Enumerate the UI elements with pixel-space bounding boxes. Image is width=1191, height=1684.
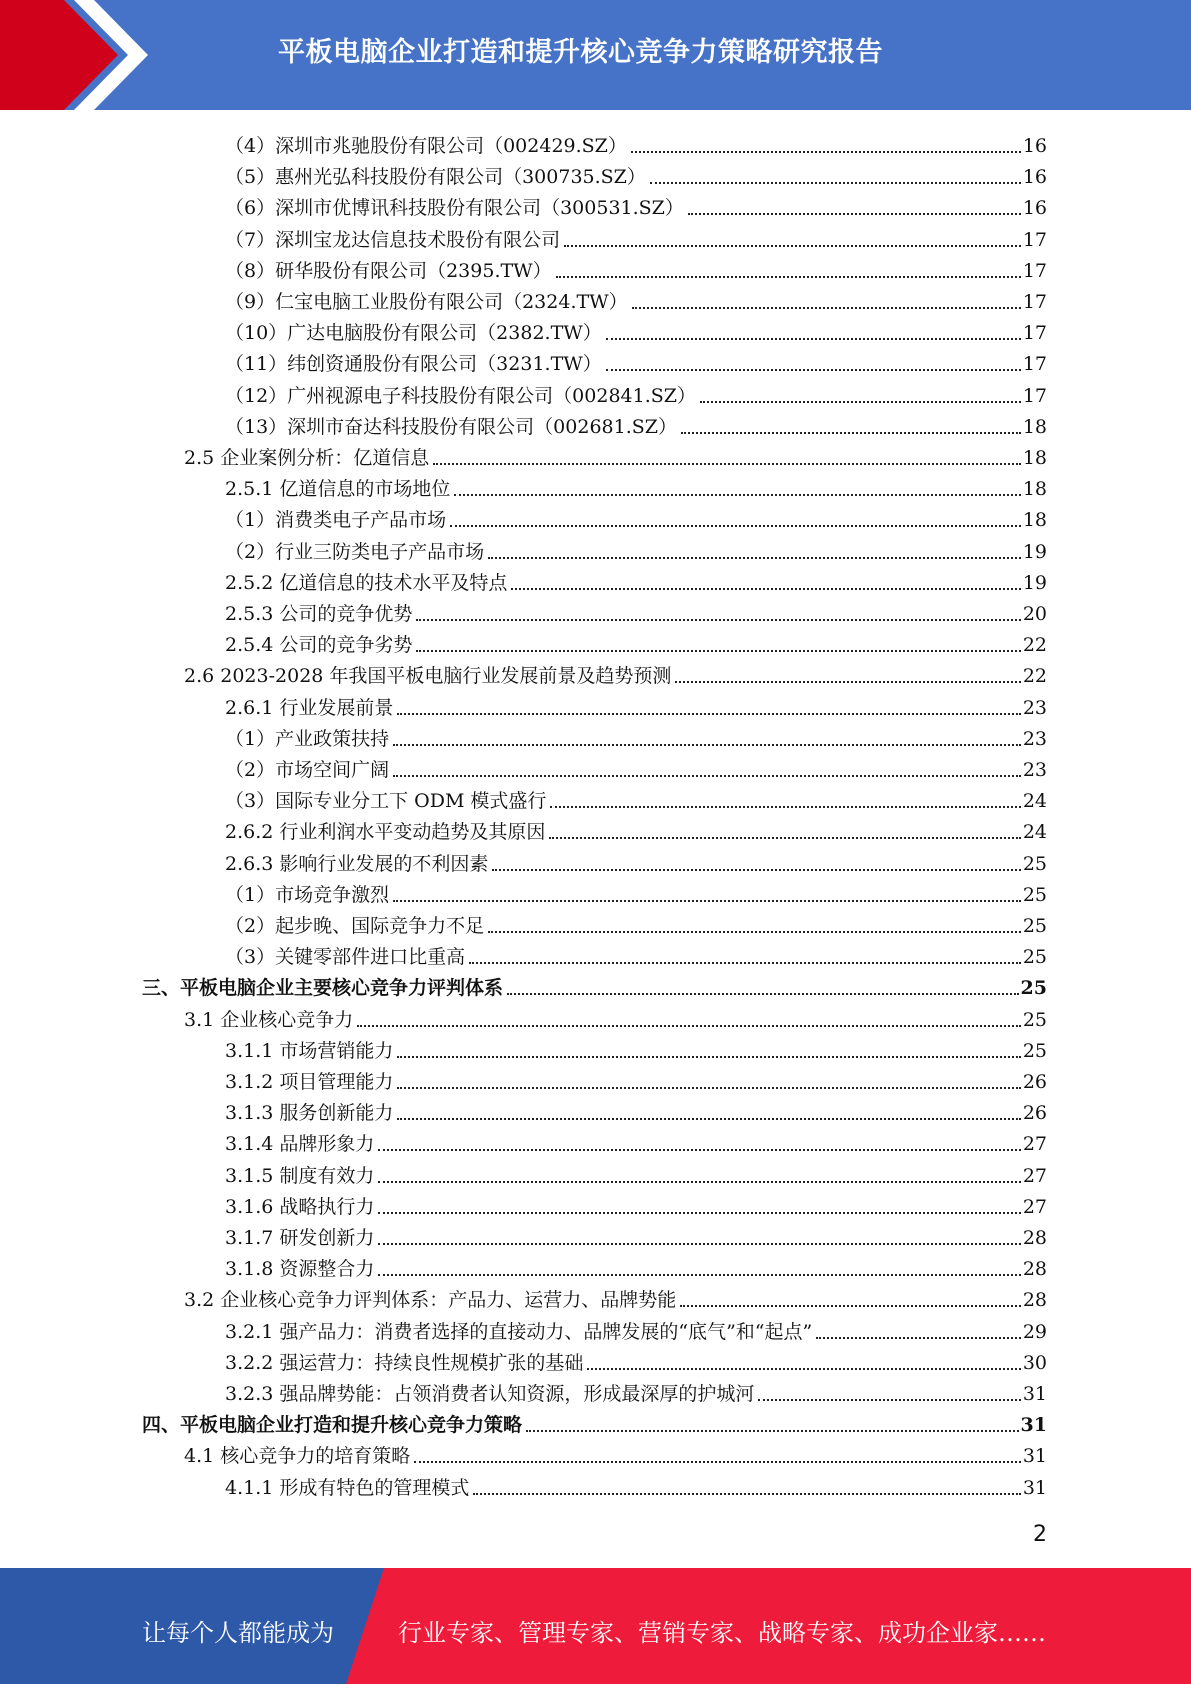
toc-dot-leader xyxy=(393,743,1021,746)
toc-entry-title: （2）行业三防类电子产品市场 xyxy=(225,541,485,563)
toc-dot-leader xyxy=(473,1492,1020,1495)
toc-entry-page: 23 xyxy=(1022,697,1047,719)
toc-entry-title: 3.2.3 强品牌势能：占领消费者认知资源，形成最深厚的护城河 xyxy=(225,1383,755,1405)
toc-dot-leader xyxy=(378,1148,1020,1151)
toc-entry-title: 2.5.1 亿道信息的市场地位 xyxy=(225,478,451,500)
toc-entry-title: （10）广达电脑股份有限公司（2382.TW） xyxy=(225,322,602,344)
toc-dot-leader xyxy=(680,1304,1021,1307)
toc-entry-title: （8）研华股份有限公司（2395.TW） xyxy=(225,260,552,282)
toc-dot-leader xyxy=(414,1460,1021,1463)
toc-dot-leader xyxy=(564,244,1021,247)
footer-slogan-left: 让每个人都能成为 xyxy=(142,1619,334,1647)
toc-entry-page: 17 xyxy=(1022,229,1047,251)
toc-entry[interactable] xyxy=(225,1250,1047,1281)
toc-entry-title: 3.2 企业核心竞争力评判体系：产品力、运营力、品牌势能 xyxy=(184,1289,677,1311)
toc-entry-page: 20 xyxy=(1022,603,1047,625)
toc-entry[interactable] xyxy=(225,189,1047,220)
toc-dot-leader xyxy=(587,1367,1020,1370)
toc-dot-leader xyxy=(688,212,1021,215)
toc-entry-page: 28 xyxy=(1022,1227,1047,1249)
toc-entry[interactable] xyxy=(225,1032,1047,1063)
toc-entry-page: 16 xyxy=(1022,197,1047,219)
toc-entry[interactable] xyxy=(184,439,1047,470)
toc-entry-page: 29 xyxy=(1022,1321,1047,1343)
toc-dot-leader xyxy=(393,899,1021,902)
toc-entry-page: 28 xyxy=(1022,1289,1047,1311)
toc-entry[interactable] xyxy=(225,626,1047,657)
toc-dot-leader xyxy=(675,680,1020,683)
toc-entry-page: 23 xyxy=(1022,759,1047,781)
toc-entry-title: 2.6.2 行业利润水平变动趋势及其原因 xyxy=(225,821,546,843)
toc-entry-page: 27 xyxy=(1022,1196,1047,1218)
toc-entry-title: 3.1.1 市场营销能力 xyxy=(225,1040,394,1062)
toc-entry-page: 27 xyxy=(1022,1165,1047,1187)
toc-entry[interactable] xyxy=(142,969,1047,1000)
toc-entry[interactable] xyxy=(184,1001,1047,1032)
toc-entry-title: 3.1.7 研发创新力 xyxy=(225,1227,375,1249)
toc-entry-title: 3.1.5 制度有效力 xyxy=(225,1165,375,1187)
toc-entry[interactable] xyxy=(225,1344,1047,1375)
toc-entry-page: 17 xyxy=(1022,260,1047,282)
toc-entry-page: 24 xyxy=(1022,790,1047,812)
toc-entry[interactable] xyxy=(225,1219,1047,1250)
toc-entry-title: （6）深圳市优博讯科技股份有限公司（300531.SZ） xyxy=(225,197,684,219)
toc-entry[interactable] xyxy=(225,595,1047,626)
toc-dot-leader xyxy=(397,712,1020,715)
toc-entry-title: （11）纬创资通股份有限公司（3231.TW） xyxy=(225,353,602,375)
toc-entry-title: 3.1.6 战略执行力 xyxy=(225,1196,375,1218)
toc-entry-title: 2.5.3 公司的竞争优势 xyxy=(225,603,413,625)
toc-entry[interactable] xyxy=(225,1157,1047,1188)
toc-entry-title: （12）广州视源电子科技股份有限公司（002841.SZ） xyxy=(225,385,696,407)
toc-entry[interactable] xyxy=(225,252,1047,283)
toc-dot-leader xyxy=(507,992,1019,995)
toc-dot-leader xyxy=(556,275,1021,278)
toc-entry[interactable] xyxy=(225,907,1047,938)
toc-entry[interactable] xyxy=(184,657,1047,688)
toc-entry-page: 17 xyxy=(1022,353,1047,375)
toc-dot-leader xyxy=(378,1273,1020,1276)
header-title: 平板电脑企业打造和提升核心竞争力策略研究报告 xyxy=(278,37,883,68)
toc-entry[interactable] xyxy=(225,720,1047,751)
toc-entry-page: 25 xyxy=(1020,977,1047,999)
toc-entry-page: 26 xyxy=(1022,1071,1047,1093)
toc-dot-leader xyxy=(526,1429,1019,1432)
toc-entry-page: 18 xyxy=(1022,416,1047,438)
toc-entry-title: （2）市场空间广阔 xyxy=(225,759,390,781)
toc-dot-leader xyxy=(454,493,1020,496)
toc-entry-title: （4）深圳市兆驰股份有限公司（002429.SZ） xyxy=(225,135,627,157)
toc-dot-leader xyxy=(433,462,1021,465)
toc-entry[interactable] xyxy=(184,1281,1047,1312)
toc-entry[interactable] xyxy=(225,345,1047,376)
toc-entry-page: 25 xyxy=(1022,1009,1047,1031)
toc-dot-leader xyxy=(378,1211,1020,1214)
toc-entry-page: 25 xyxy=(1022,884,1047,906)
toc-dot-leader xyxy=(606,337,1021,340)
toc-entry-title: 三、平板电脑企业主要核心竞争力评判体系 xyxy=(142,977,504,999)
toc-entry[interactable] xyxy=(225,533,1047,564)
toc-dot-leader xyxy=(511,587,1020,590)
toc-entry-page: 25 xyxy=(1022,915,1047,937)
toc-entry-title: 3.1.2 项目管理能力 xyxy=(225,1071,394,1093)
toc-entry[interactable] xyxy=(225,1313,1047,1344)
page-footer xyxy=(0,1568,1191,1684)
toc-entry[interactable] xyxy=(225,1094,1047,1125)
toc-entry-page: 17 xyxy=(1022,322,1047,344)
toc-entry[interactable] xyxy=(225,782,1047,813)
toc-entry-title: （1）市场竞争激烈 xyxy=(225,884,390,906)
toc-entry-page: 31 xyxy=(1022,1445,1047,1467)
toc-dot-leader xyxy=(816,1336,1021,1339)
toc-entry[interactable] xyxy=(225,938,1047,969)
toc-dot-leader xyxy=(416,649,1020,652)
toc-entry[interactable] xyxy=(225,876,1047,907)
toc-dot-leader xyxy=(393,774,1021,777)
toc-entry[interactable] xyxy=(225,221,1047,252)
toc-dot-leader xyxy=(650,181,1021,184)
header-arrow-decoration xyxy=(0,0,150,110)
toc-entry[interactable] xyxy=(225,408,1047,439)
toc-entry-title: 2.5.4 公司的竞争劣势 xyxy=(225,634,413,656)
toc-entry[interactable] xyxy=(225,1063,1047,1094)
toc-entry-title: 2.6.1 行业发展前景 xyxy=(225,697,394,719)
toc-entry[interactable] xyxy=(225,564,1047,595)
toc-dot-leader xyxy=(378,1180,1020,1183)
page-number: 2 xyxy=(1033,1522,1047,1547)
footer-slogan-right: 行业专家、管理专家、营销专家、战略专家、成功企业家…… xyxy=(398,1619,1046,1647)
toc-entry[interactable] xyxy=(225,751,1047,782)
toc-entry-title: 3.1.8 资源整合力 xyxy=(225,1258,375,1280)
toc-entry[interactable] xyxy=(225,158,1047,189)
toc-entry-title: （1）消费类电子产品市场 xyxy=(225,509,447,531)
toc-dot-leader xyxy=(450,524,1021,527)
toc-entry-title: （1）产业政策扶持 xyxy=(225,728,390,750)
toc-entry-title: （9）仁宝电脑工业股份有限公司（2324.TW） xyxy=(225,291,628,313)
toc-entry-page: 17 xyxy=(1022,385,1047,407)
toc-dot-leader xyxy=(758,1398,1020,1401)
toc-entry-title: 3.2.2 强运营力：持续良性规模扩张的基础 xyxy=(225,1352,584,1374)
toc-entry[interactable] xyxy=(225,127,1047,158)
toc-entry-page: 24 xyxy=(1022,821,1047,843)
toc-entry-title: 4.1.1 形成有特色的管理模式 xyxy=(225,1477,470,1499)
toc-entry-title: （7）深圳宝龙达信息技术股份有限公司 xyxy=(225,229,561,251)
toc-entry[interactable] xyxy=(225,377,1047,408)
toc-entry-page: 31 xyxy=(1020,1414,1047,1436)
toc-entry-title: （3）国际专业分工下 ODM 模式盛行 xyxy=(225,790,547,812)
toc-entry-title: 3.1.4 品牌形象力 xyxy=(225,1133,375,1155)
toc-entry-page: 19 xyxy=(1022,541,1047,563)
toc-entry[interactable] xyxy=(225,813,1047,844)
toc-entry-page: 22 xyxy=(1022,634,1047,656)
toc-entry-page: 28 xyxy=(1022,1258,1047,1280)
toc-entry-page: 25 xyxy=(1022,946,1047,968)
toc-entry-page: 30 xyxy=(1022,1352,1047,1374)
toc-dot-leader xyxy=(681,431,1021,434)
toc-entry-title: 3.2.1 强产品力：消费者选择的直接动力、品牌发展的“底气”和“起点” xyxy=(225,1321,813,1343)
toc-entry-title: （5）惠州光弘科技股份有限公司（300735.SZ） xyxy=(225,166,646,188)
toc-entry-title: 3.1.3 服务创新能力 xyxy=(225,1102,394,1124)
toc-entry-page: 23 xyxy=(1022,728,1047,750)
toc-dot-leader xyxy=(378,1242,1020,1245)
toc-entry-page: 31 xyxy=(1022,1477,1047,1499)
toc-entry-title: 2.6.3 影响行业发展的不利因素 xyxy=(225,853,489,875)
toc-entry-title: 3.1 企业核心竞争力 xyxy=(184,1009,354,1031)
toc-entry-page: 26 xyxy=(1022,1102,1047,1124)
toc-entry[interactable] xyxy=(225,501,1047,532)
page-header xyxy=(0,0,1191,110)
toc-dot-leader xyxy=(632,306,1021,309)
toc-entry[interactable] xyxy=(225,689,1047,720)
toc-dot-leader xyxy=(397,1117,1020,1120)
toc-entry[interactable] xyxy=(225,314,1047,345)
toc-entry-page: 18 xyxy=(1022,478,1047,500)
toc-entry[interactable] xyxy=(225,845,1047,876)
toc-dot-leader xyxy=(492,868,1020,871)
toc-dot-leader xyxy=(416,618,1020,621)
toc-entry[interactable] xyxy=(225,1375,1047,1406)
toc-entry[interactable] xyxy=(225,1469,1047,1500)
toc-entry-page: 25 xyxy=(1022,853,1047,875)
toc-dot-leader xyxy=(549,836,1020,839)
toc-entry-title: （3）关键零部件进口比重高 xyxy=(225,946,466,968)
toc-entry-title: （13）深圳市奋达科技股份有限公司（002681.SZ） xyxy=(225,416,677,438)
toc-entry-page: 18 xyxy=(1022,447,1047,469)
toc-entry-page: 17 xyxy=(1022,291,1047,313)
toc-entry-page: 31 xyxy=(1022,1383,1047,1405)
toc-dot-leader xyxy=(397,1086,1020,1089)
toc-entry-page: 18 xyxy=(1022,509,1047,531)
toc-dot-leader xyxy=(469,961,1021,964)
toc-entry[interactable] xyxy=(184,1437,1047,1468)
toc-dot-leader xyxy=(550,805,1020,808)
toc-entry-title: 2.5.2 亿道信息的技术水平及特点 xyxy=(225,572,508,594)
toc-dot-leader xyxy=(631,150,1021,153)
toc-entry-title: 2.6 2023-2028 年我国平板电脑行业发展前景及趋势预测 xyxy=(184,665,672,687)
toc-entry-page: 25 xyxy=(1022,1040,1047,1062)
toc-dot-leader xyxy=(357,1024,1021,1027)
toc-entry-title: 四、平板电脑企业打造和提升核心竞争力策略 xyxy=(142,1414,523,1436)
toc-dot-leader xyxy=(397,1055,1020,1058)
toc-entry-title: （2）起步晚、国际竞争力不足 xyxy=(225,915,485,937)
toc-entry-page: 22 xyxy=(1022,665,1047,687)
toc-entry[interactable] xyxy=(225,283,1047,314)
toc-entry-page: 16 xyxy=(1022,135,1047,157)
toc-entry[interactable] xyxy=(225,1125,1047,1156)
toc-entry[interactable] xyxy=(225,1188,1047,1219)
toc-entry-page: 27 xyxy=(1022,1133,1047,1155)
toc-entry-page: 19 xyxy=(1022,572,1047,594)
toc-entry-page: 16 xyxy=(1022,166,1047,188)
toc-dot-leader xyxy=(700,400,1021,403)
toc-dot-leader xyxy=(488,556,1021,559)
toc-dot-leader xyxy=(606,368,1021,371)
toc-entry[interactable] xyxy=(225,470,1047,501)
toc-dot-leader xyxy=(488,930,1021,933)
toc-entry-title: 2.5 企业案例分析：亿道信息 xyxy=(184,447,430,469)
toc-entry[interactable] xyxy=(142,1406,1047,1437)
toc-entry-title: 4.1 核心竞争力的培育策略 xyxy=(184,1445,411,1467)
